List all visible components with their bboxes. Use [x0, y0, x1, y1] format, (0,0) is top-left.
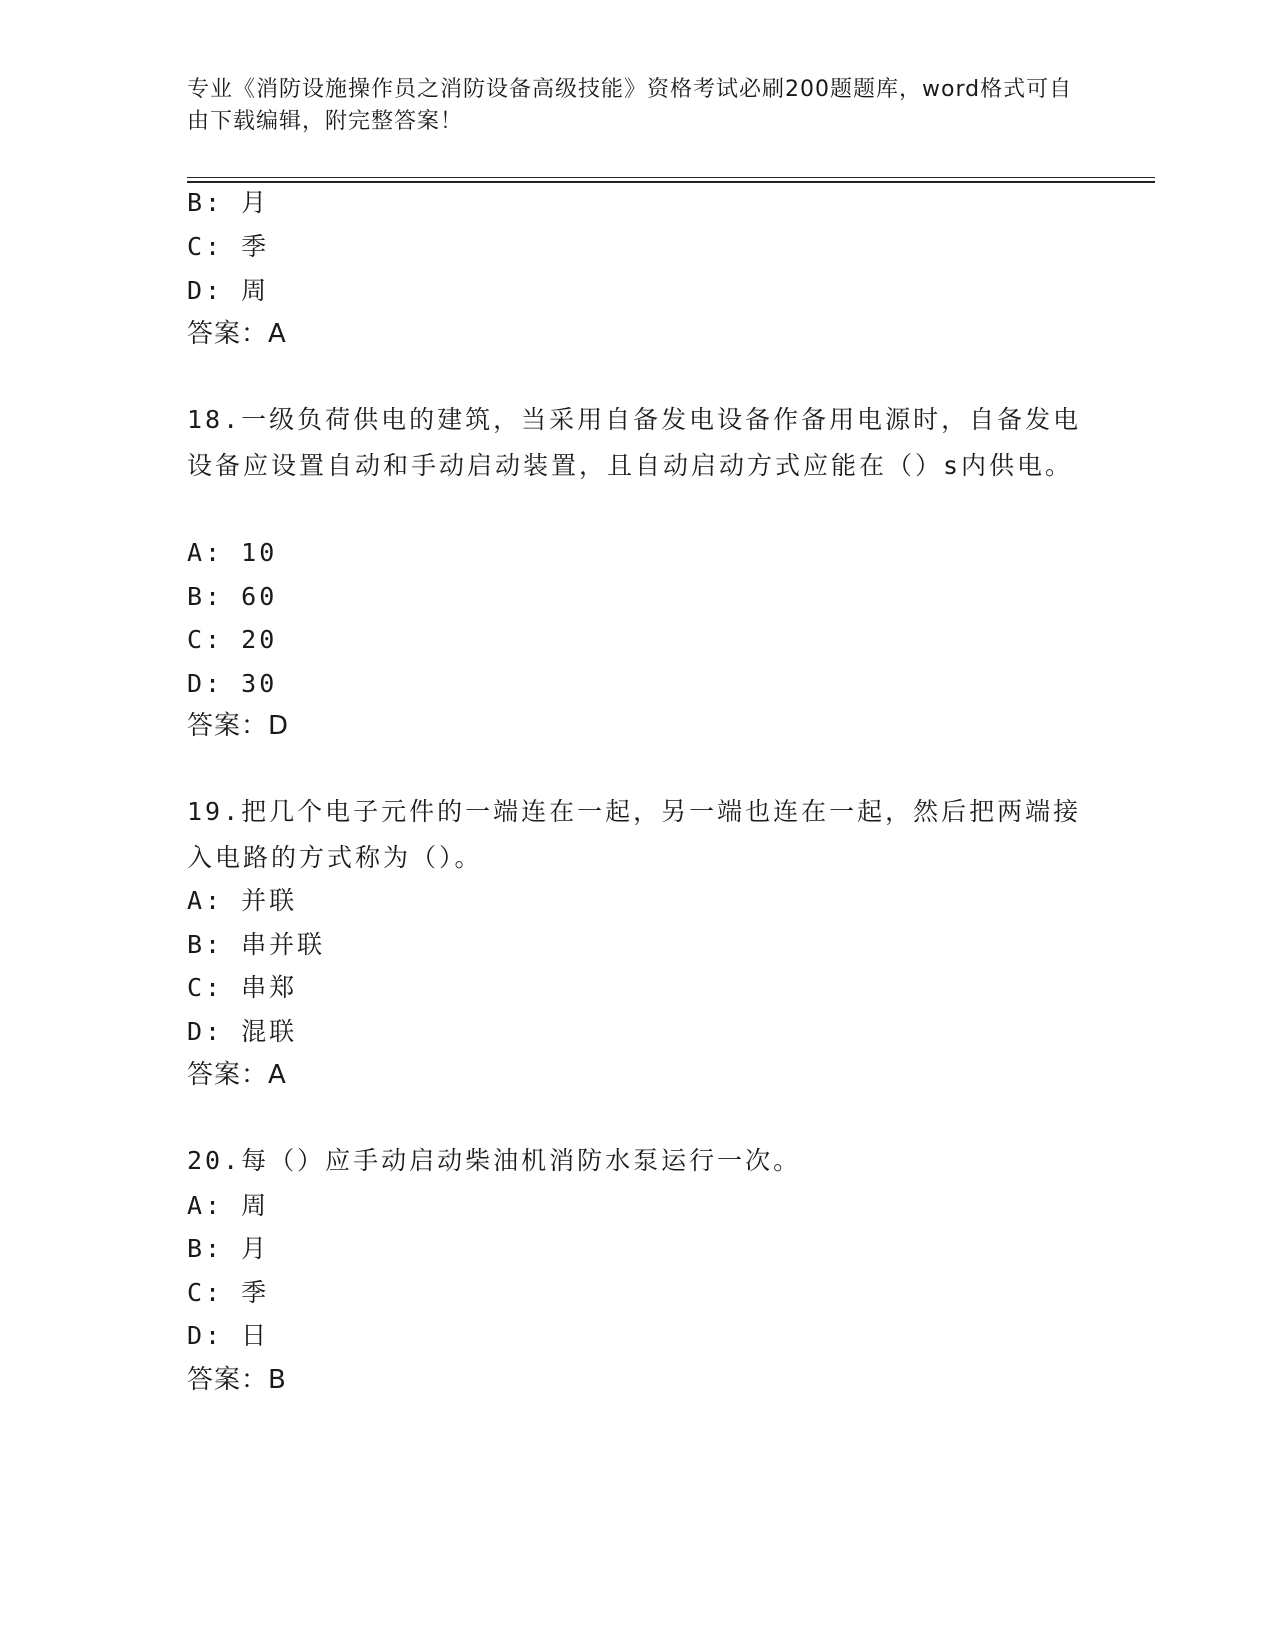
answer-label: 答案：A: [187, 319, 287, 349]
option-a: A: 并联: [187, 886, 298, 915]
option-a: A: 10: [187, 538, 278, 567]
question-stem: 18.一级负荷供电的建筑，当采用自备发电设备作备用电源时，自备发电设备应设置自动和手动启动装置，且自动启动方式应能在（）s内供电。: [187, 405, 1082, 480]
option-a: A: 周: [187, 1191, 270, 1220]
header-rule-thin: [187, 177, 1155, 178]
option-c: C: 季: [187, 1278, 270, 1307]
option-b: B: 月: [187, 188, 270, 217]
option-b: B: 月: [187, 1234, 270, 1263]
option-c: C: 串郑: [187, 973, 298, 1002]
option-b: B: 60: [187, 582, 278, 611]
option-c: C: 20: [187, 625, 278, 654]
document-header: 专业《消防设施操作员之消防设备高级技能》资格考试必刷200题题库，word格式可自由下载编辑，附完整答案！: [187, 77, 1073, 134]
question-stem: 20.每（）应手动启动柴油机消防水泵运行一次。: [187, 1146, 802, 1175]
question-stem: 19.把几个电子元件的一端连在一起，另一端也连在一起，然后把两端接入电路的方式称为（）。: [187, 797, 1082, 872]
answer-label: 答案：D: [187, 711, 290, 741]
option-d: D: 日: [187, 1321, 270, 1350]
option-d: D: 30: [187, 669, 278, 698]
option-c: C: 季: [187, 232, 270, 261]
option-d: D: 混联: [187, 1017, 298, 1046]
option-d: D: 周: [187, 276, 270, 305]
answer-label: 答案：A: [187, 1060, 287, 1090]
header-rule-thick: [187, 181, 1155, 183]
answer-label: 答案：B: [187, 1365, 287, 1395]
option-b: B: 串并联: [187, 930, 326, 959]
